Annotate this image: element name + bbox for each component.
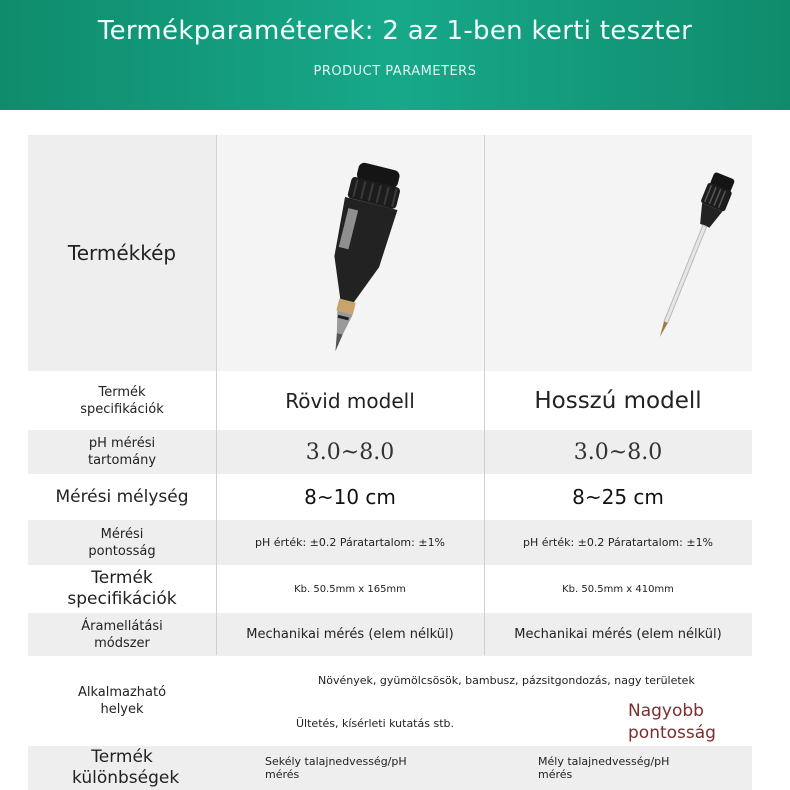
short-difference-value: Sekély talajnedvesség/pH mérés <box>265 755 407 781</box>
depth-label-cell <box>28 476 216 518</box>
short-accuracy-value: pH érték: ±0.2 Páratartalom: ±1% <box>254 536 446 549</box>
model-row-label: Termék specifikációk <box>80 384 164 417</box>
accuracy-note: Nagyobb pontosság <box>628 701 716 743</box>
long-tester-picture <box>484 135 752 371</box>
ph-label-cell <box>28 430 216 474</box>
short-power-cell <box>216 613 484 656</box>
size-row <box>28 567 752 611</box>
short-difference-cell <box>216 746 484 790</box>
long-depth-cell <box>484 476 752 518</box>
long-size-cell <box>484 567 752 611</box>
accuracy-row <box>28 520 752 565</box>
size-row-label: Termék specifikációk <box>67 568 177 609</box>
short-depth-value: 8~10 cm <box>304 485 396 509</box>
short-power-value: Mechanikai mérés (elem nélkül) <box>246 627 454 642</box>
page-header <box>0 0 790 110</box>
short-size-cell <box>216 567 484 611</box>
power-row-label: Áramellátási módszer <box>81 618 163 651</box>
page-subtitle: PRODUCT PARAMETERS <box>313 64 477 79</box>
short-size-value: Kb. 50.5mm x 165mm <box>294 583 406 595</box>
long-model-image <box>484 135 752 371</box>
image-row-label: Termékkép <box>67 241 177 265</box>
column-divider-left <box>216 135 217 655</box>
model-label-cell <box>28 373 216 428</box>
short-model-image <box>216 135 484 371</box>
long-depth-value: 8~25 cm <box>572 485 664 509</box>
long-accuracy-value: pH érték: ±0.2 Páratartalom: ±1% <box>522 536 714 549</box>
long-ph-range: 3.0~8.0 <box>573 439 663 465</box>
short-model-cell <box>216 373 484 428</box>
model-row <box>28 373 752 428</box>
size-label-cell <box>28 567 216 611</box>
usage-line-2: Ültetés, kísérleti kutatás stb. <box>296 717 454 730</box>
short-model-name: Rövid modell <box>285 388 415 413</box>
long-model-cell <box>484 373 752 428</box>
difference-row-label: Termék különbségek <box>72 747 180 788</box>
short-accuracy-cell <box>216 520 484 565</box>
long-difference-cell <box>484 746 752 790</box>
long-power-cell <box>484 613 752 656</box>
long-ph-cell <box>484 430 752 474</box>
usage-line-1: Növények, gyümölcsösök, bambusz, pázsitgondozás, nagy területek <box>318 674 695 687</box>
accuracy-row-label: Mérési pontosság <box>88 526 156 559</box>
power-label-cell <box>28 613 216 656</box>
usage-label-cell <box>28 658 216 744</box>
short-ph-range: 3.0~8.0 <box>305 439 395 465</box>
short-ph-cell <box>216 430 484 474</box>
short-depth-cell <box>216 476 484 518</box>
ph-row <box>28 430 752 474</box>
image-row-label-cell <box>28 135 216 371</box>
long-accuracy-cell <box>484 520 752 565</box>
depth-row-label: Mérési mélység <box>55 486 189 507</box>
long-model-name: Hosszú modell <box>534 387 702 414</box>
long-difference-value: Mély talajnedvesség/pH mérés <box>538 755 670 781</box>
short-tester-picture <box>216 135 484 371</box>
usage-row-label: Alkalmazható helyek <box>77 685 167 717</box>
difference-row <box>28 746 752 790</box>
column-divider-right <box>484 135 485 655</box>
long-power-value: Mechanikai mérés (elem nélkül) <box>514 627 722 642</box>
long-size-value: Kb. 50.5mm x 410mm <box>562 583 674 595</box>
difference-label-cell <box>28 746 216 790</box>
accuracy-label-cell <box>28 520 216 565</box>
power-row <box>28 613 752 656</box>
page-title: Termékparaméterek: 2 az 1-ben kerti teszter <box>97 16 693 46</box>
depth-row <box>28 476 752 518</box>
ph-row-label: pH mérési tartomány <box>87 436 157 468</box>
